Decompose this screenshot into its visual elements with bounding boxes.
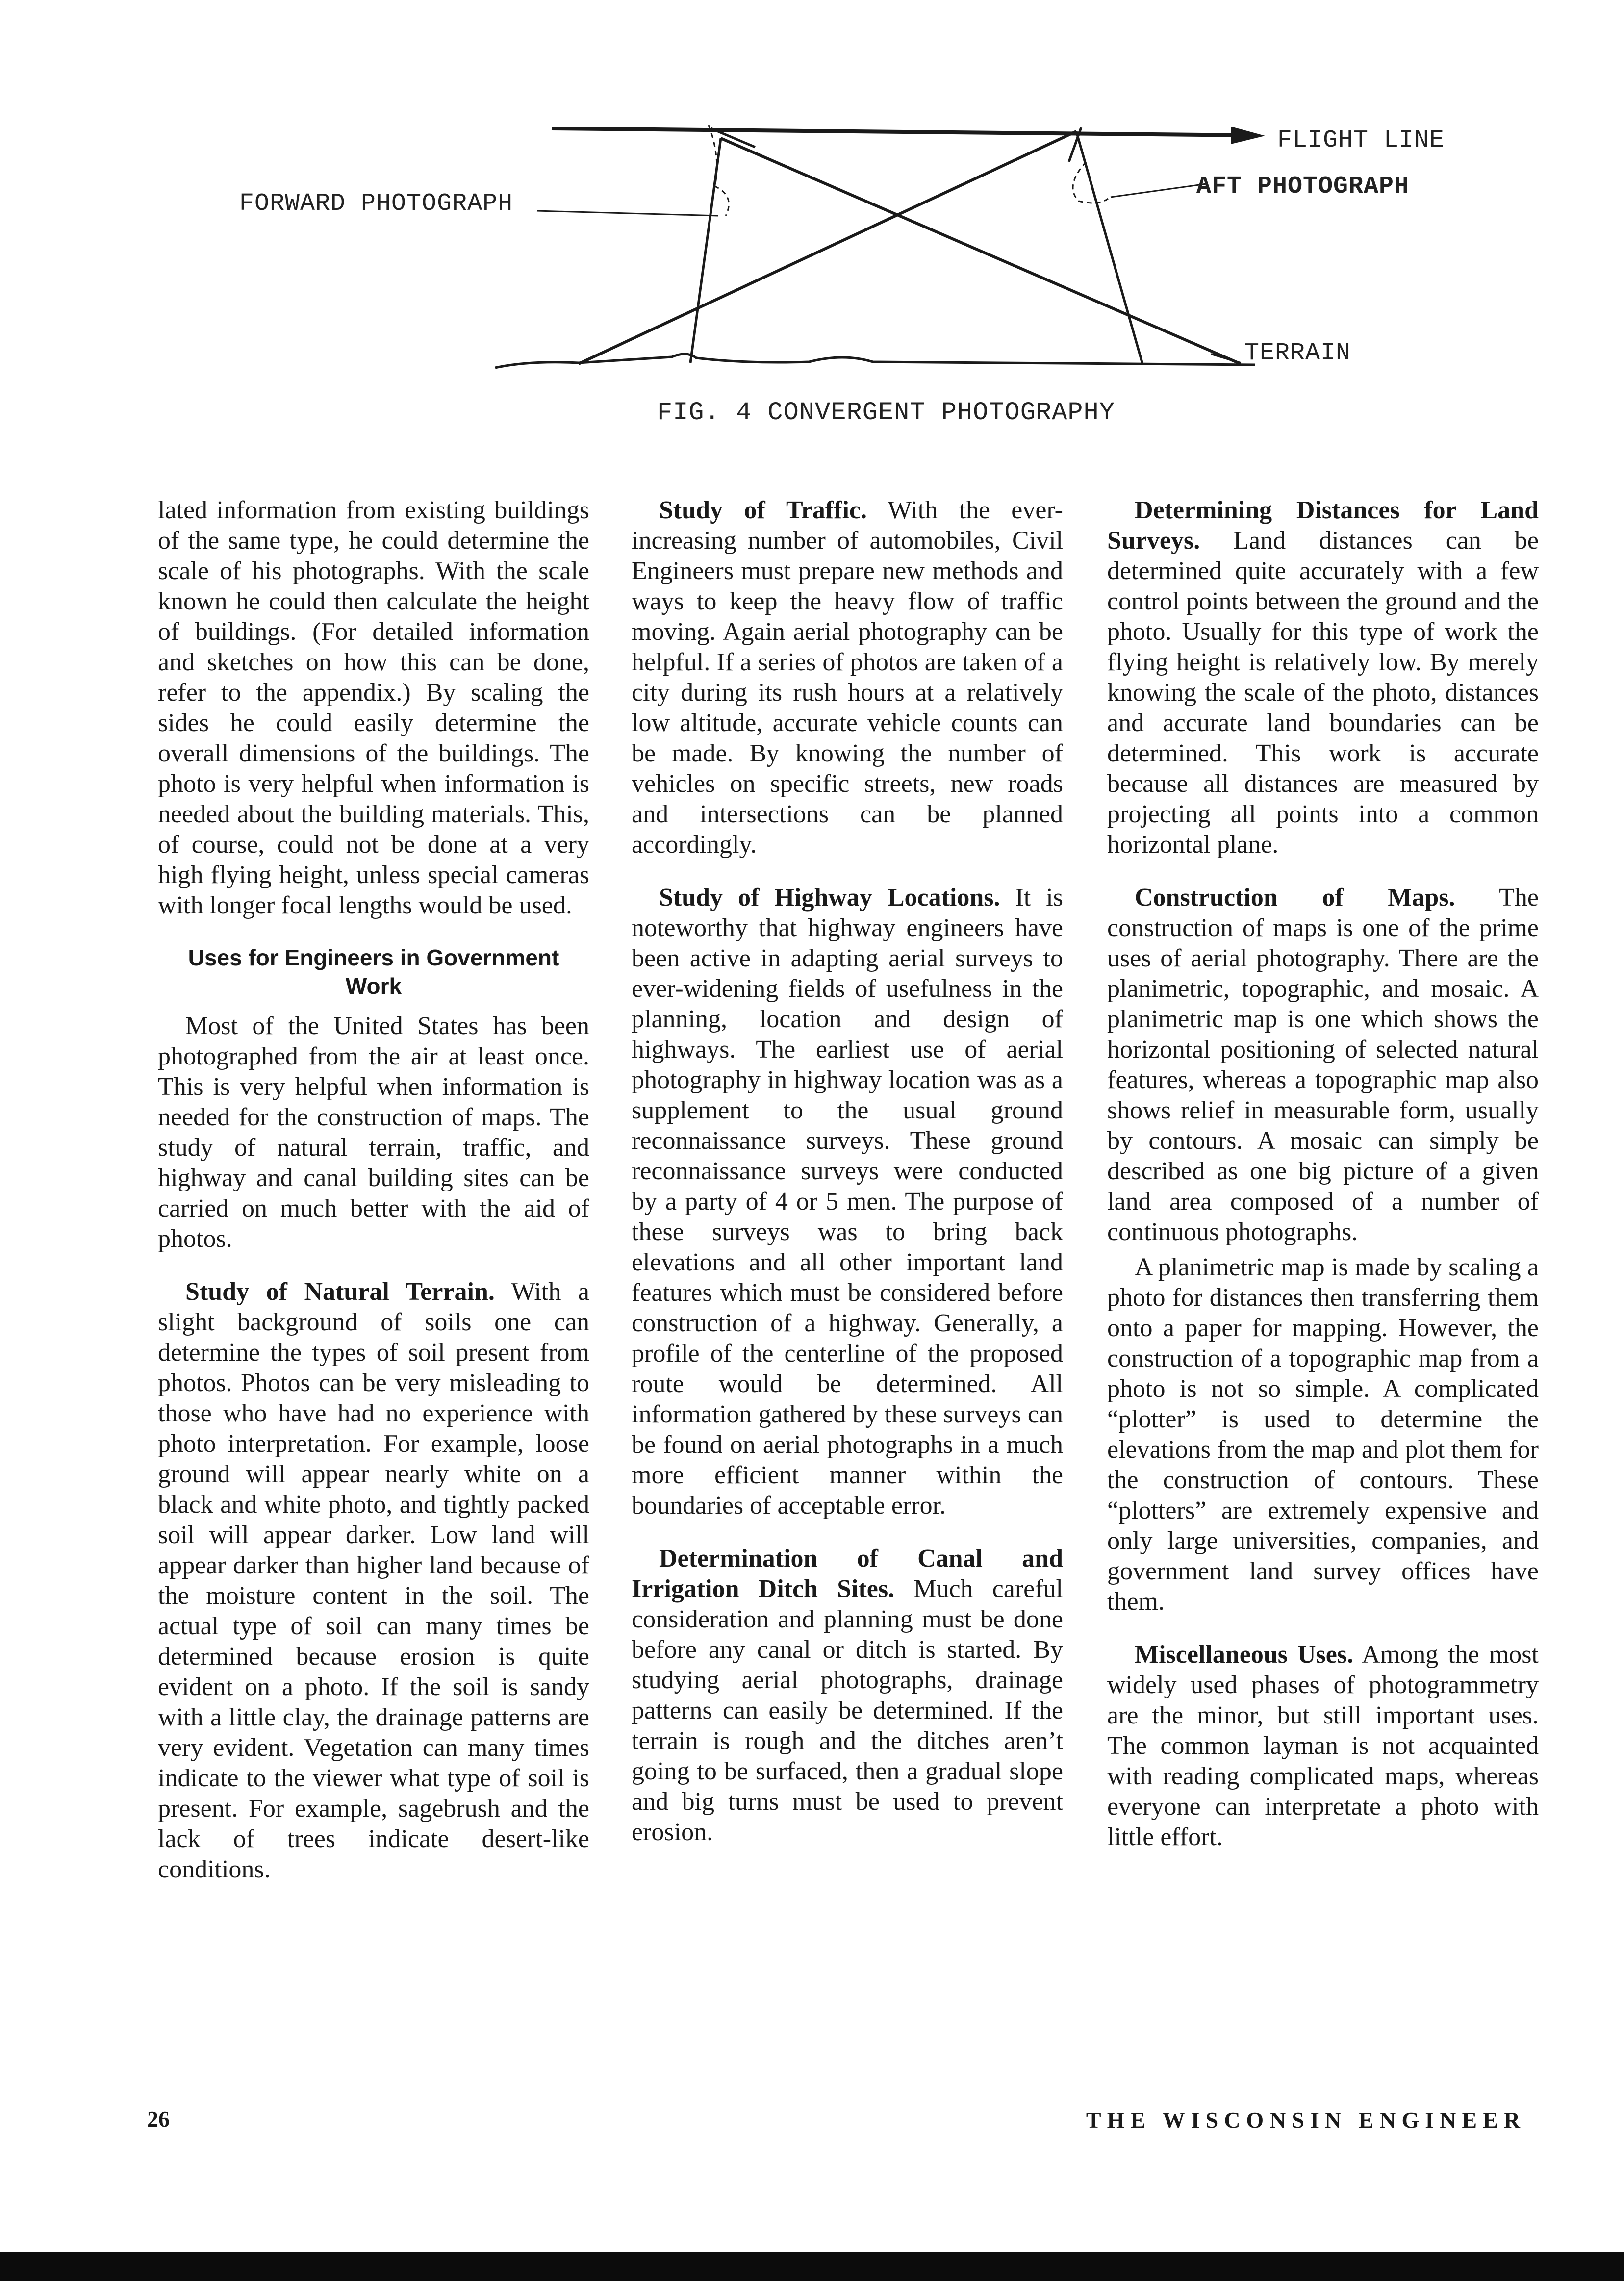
- paragraph-lead: Determination of Canal and Irrigation Ditch Sites.: [632, 1545, 1063, 1603]
- paragraph-lead: Study of Highway Locations.: [659, 884, 1000, 912]
- paragraph: [632, 1544, 1063, 1848]
- column-2: [632, 495, 1063, 1870]
- paragraph: [1107, 883, 1539, 1247]
- paragraph: [158, 1277, 589, 1885]
- column-3: [1107, 495, 1539, 1875]
- paragraph-body: The construction of maps is one of the prime uses of aerial photography. There are the planimetric, topographic, and mosaic. A planimetric map is one which shows the horizontal positioning of selected natural features, whereas a topographic map also shows relief in measurable form, usually by contours. A mosaic can simply be described as one big picture of a given land area composed of a number of continuous photographs.: [1107, 884, 1539, 1246]
- paragraph: [632, 495, 1063, 860]
- column-1: [158, 495, 589, 1907]
- paragraph: [632, 883, 1063, 1521]
- convergent-photography-figure: [0, 0, 1624, 441]
- paragraph-body: Among the most widely used phases of photogrammetry are the minor, but still important uses. The common layman is not acquainted with reading complicated maps, whereas everyone can interpretate a photo with little effort.: [1107, 1641, 1539, 1851]
- paragraph-lead: Determining Distances for Land Surveys.: [1107, 496, 1539, 555]
- paragraph-lead: Study of Traffic.: [659, 496, 867, 524]
- forward-ray-right: [721, 138, 1241, 364]
- paragraph: Most of the United States has been photographed from the air at least once. This is very helpful when information is needed for the construction of maps. The study of natural terrain, traffic, and highway and canal building sites can be carried on much better with the aid of photos.: [158, 1012, 589, 1253]
- paragraph: [1107, 495, 1539, 860]
- journal-title: THE WISCONSIN ENGINEER: [1086, 2107, 1526, 2132]
- paragraph: A planimetric map is made by scaling a photo for distances then transferring them onto a paper for mapping. However, the construction of a topographic map from a photo is not so simple. A complicated “plotter” is used to determine the elevations from the map and plot them for the construction of contours. These “plotters” are extremely expensive and only large universities, companies, and government land survey offices have them.: [1107, 1253, 1539, 1616]
- aft-leader: [1111, 184, 1206, 197]
- paragraph-lead: Miscellaneous Uses.: [1135, 1641, 1354, 1669]
- paragraph-body: With a slight background of soils one can determine the types of soil present from photos. Photos can be very misleading to those who have had no experience with photo interpretation. For example, loose ground will appear nearly white on a black and white photo, and tightly packed soil will appear darker. Low land will appear darker than higher land because of the moisture content in the soil. The actual type of soil can many times be determined because erosion is quite evident on a photo. If the soil is sandy with a little clay, the drainage patterns are very evident. Vegetation can many times indicate to the viewer what type of soil is present. For example, sagebrush and the lack of trees indicate desert-like conditions.: [158, 1278, 589, 1883]
- aft-photograph-label: AFT PHOTOGRAPH: [1196, 173, 1410, 201]
- figure-diagram: [0, 0, 1624, 441]
- flight-line: [552, 128, 1253, 135]
- paragraph: lated information from existing buildings of the same type, he could determine the scale of his photographs. With the scale known he could then calculate the height of buildings. (For detailed information and sketches on how this can be done, refer to the appendix.) By scaling the sides he could easily determine the overall dimensions of the buildings. The photo is very helpful when information is needed about the building materials. This, of course, could not be done at a very high flying height, unless special cameras with longer focal lengths would be used.: [158, 496, 589, 919]
- paragraph-lead: Study of Natural Terrain.: [185, 1278, 495, 1306]
- paragraph-lead: Construction of Maps.: [1135, 884, 1455, 912]
- aft-ray-right: [1076, 131, 1142, 364]
- page-number: 26: [147, 2106, 170, 2131]
- paragraph-body: Land distances can be determined quite accurately with a few control points between the ground and the photo. Usually for this type of work the flying height is relatively low. By merely knowing the scale of the photo, distances and accurate land boundaries can be determined. This work is accurate because all distances are measured by projecting all points into a common horizontal plane.: [1107, 527, 1539, 859]
- aft-ray-left: [579, 131, 1076, 364]
- flight-line-arrowhead: [1231, 127, 1265, 144]
- section-heading: Uses for Engineers in Government Work: [188, 945, 559, 999]
- paragraph-body: It is noteworthy that highway engineers have been active in adapting aerial surveys to ever-widening fields of usefulness in the planning, location and design of highways. The earliest use of aerial photography in highway location was as a supplement to the usual ground reconnaissance surveys. These ground reconnaissance surveys were conducted by a party of 4 or 5 men. The purpose of these surveys was to bring back elevations and all other important land features which must be considered before construction of a highway. Generally, a profile of the centerline of the proposed route would be determined. All information gathered by these surveys can be found on aerial photographs in a much more efficient manner within the boundaries of acceptable error.: [632, 884, 1063, 1520]
- paragraph-body: Much careful consideration and planning must be done before any canal or ditch is started. By studying aerial photographs, drainage patterns can easily be determined. If the terrain is rough and the ditches aren’t going to be surfaced, then a gradual slope and big turns must be used to prevent erosion.: [632, 1575, 1064, 1846]
- figure-caption: FIG. 4 CONVERGENT PHOTOGRAPHY: [657, 398, 1115, 427]
- paragraph-body: With the ever-increasing number of automobiles, Civil Engineers must prepare new methods and ways to keep the heavy flow of traffic moving. Again aerial photography can be helpful. If a series of photos are taken of a city during its rush hours at a relatively low altitude, accurate vehicle counts can be made. By knowing the number of vehicles on specific streets, new roads and intersections can be planned accordingly.: [632, 496, 1063, 859]
- forward-leader: [537, 211, 718, 216]
- forward-photograph-label: FORWARD PHOTOGRAPH: [239, 190, 513, 218]
- paragraph: [1107, 1640, 1539, 1852]
- scan-bottom-edge: [0, 2252, 1624, 2281]
- terrain-label: TERRAIN: [1244, 339, 1351, 367]
- flight-line-label: FLIGHT LINE: [1277, 127, 1445, 154]
